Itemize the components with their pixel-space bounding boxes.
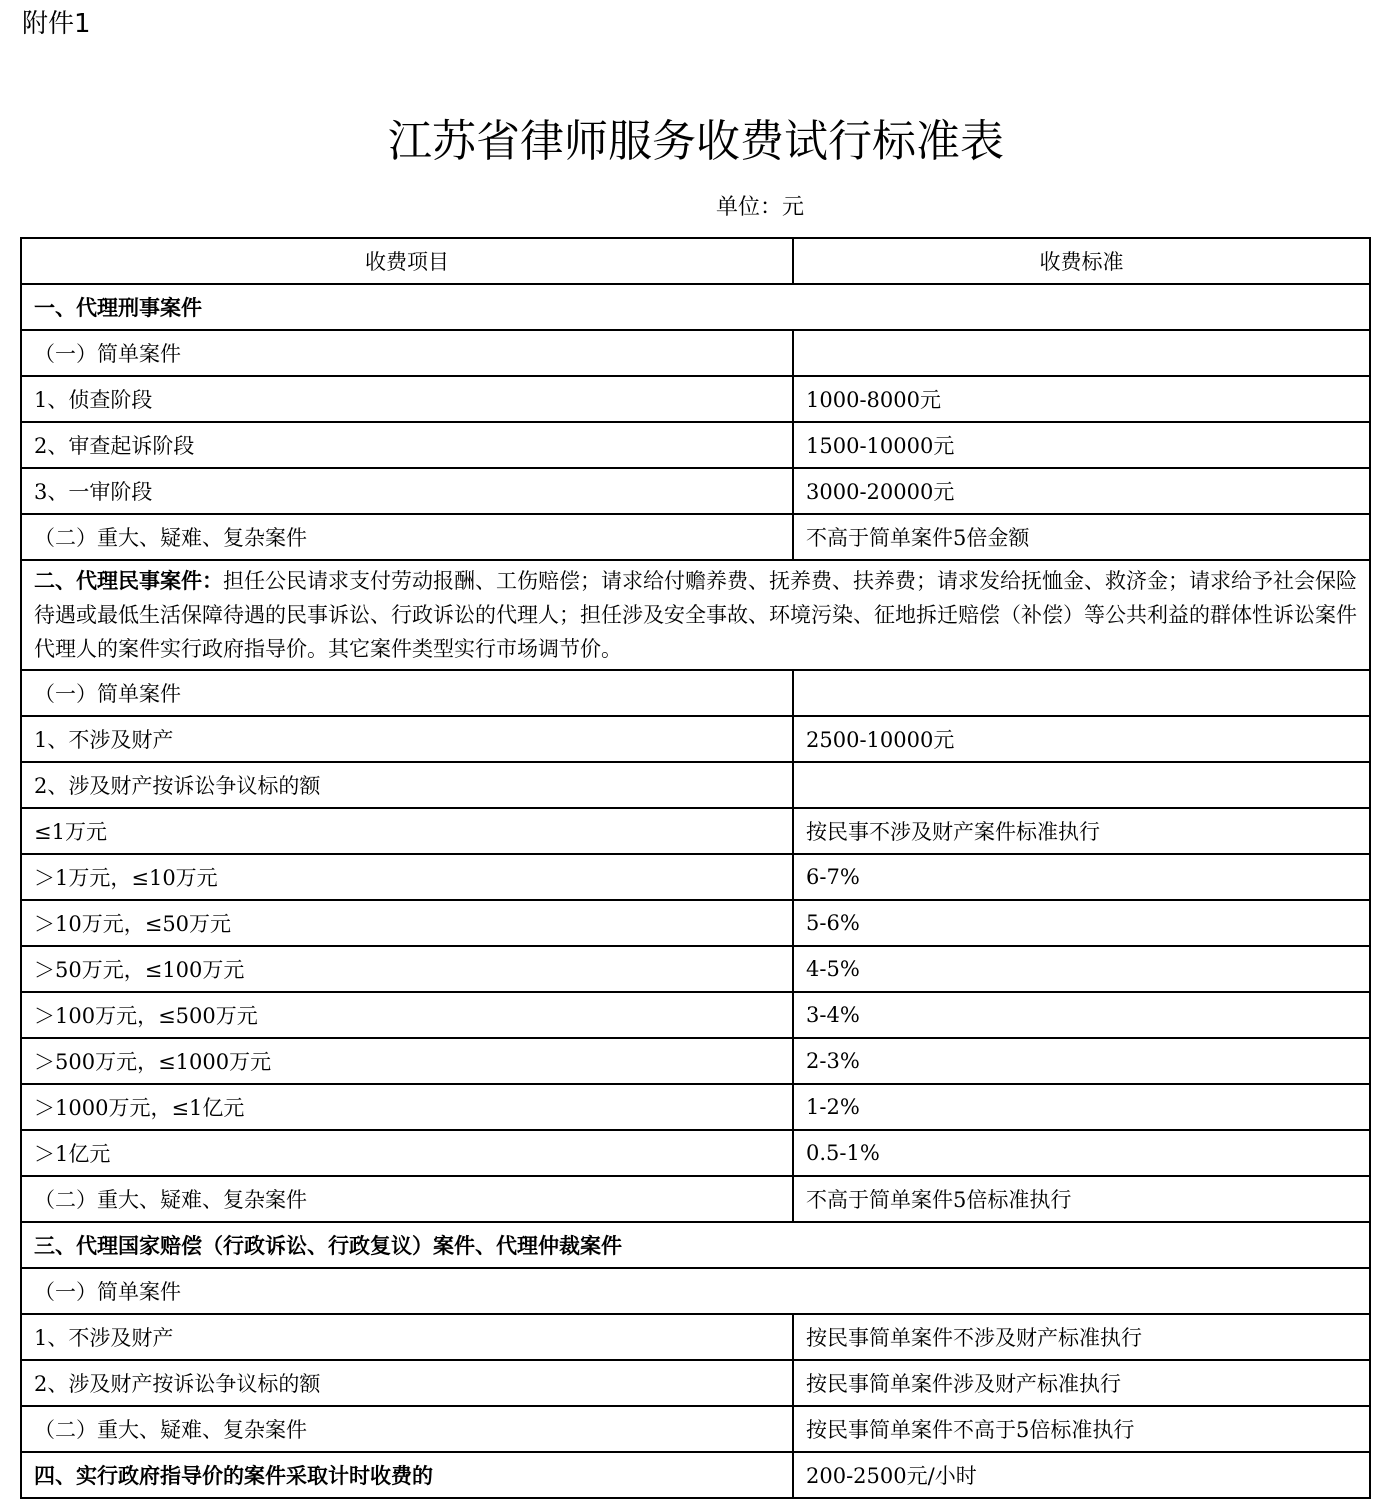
standard-cell: 1000-8000元 (793, 376, 1370, 422)
item-cell: 1、侦查阶段 (21, 376, 793, 422)
standard-cell: 2-3% (793, 1038, 1370, 1084)
standard-cell: 3-4% (793, 992, 1370, 1038)
table-row (21, 1176, 1370, 1222)
item-cell: ＞500万元，≤1000万元 (21, 1038, 793, 1084)
table-row (21, 422, 1370, 468)
section2-title: 二、代理民事案件： (34, 568, 223, 593)
header-standard: 收费标准 (793, 238, 1370, 284)
table-row (21, 670, 1370, 716)
section4-title: 四、实行政府指导价的案件采取计时收费的 (21, 1452, 793, 1498)
table-row (21, 1406, 1370, 1452)
table-row (21, 1038, 1370, 1084)
standard-cell: 2500-10000元 (793, 716, 1370, 762)
item-cell: （一）简单案件 (21, 1268, 1370, 1314)
table-row (21, 1360, 1370, 1406)
standard-cell: 0.5-1% (793, 1130, 1370, 1176)
table-row (21, 900, 1370, 946)
standard-cell: 3000-20000元 (793, 468, 1370, 514)
section-row (21, 1452, 1370, 1498)
section2-description (21, 560, 1370, 670)
table-row (21, 1314, 1370, 1360)
standard-cell: 200-2500元/小时 (793, 1452, 1370, 1498)
attachment-label: 附件1 (22, 9, 91, 39)
table-row (21, 468, 1370, 514)
section-row (21, 560, 1370, 670)
item-cell: ≤1万元 (21, 808, 793, 854)
standard-cell: 4-5% (793, 946, 1370, 992)
item-cell: 1、不涉及财产 (21, 716, 793, 762)
item-cell: （一）简单案件 (21, 670, 793, 716)
item-cell: ＞50万元，≤100万元 (21, 946, 793, 992)
table-row (21, 1268, 1370, 1314)
section1-title: 一、代理刑事案件 (21, 284, 1370, 330)
standard-cell: 按民事简单案件不高于5倍标准执行 (793, 1406, 1370, 1452)
standard-cell (793, 762, 1370, 808)
table-row (21, 376, 1370, 422)
standard-cell: 5-6% (793, 900, 1370, 946)
table-row (21, 1084, 1370, 1130)
table-row (21, 330, 1370, 376)
section2-desc-text: 担任公民请求支付劳动报酬、工伤赔偿；请求给付赡养费、抚养费、扶养费；请求发给抚恤金、救济金；请求给予社会保险待遇或最低生活保障待遇的民事诉讼、行政诉讼的代理人；担任涉及安全事故、环境污染、征地拆迁赔偿（补偿）等公共利益的群体性诉讼案件代理人的案件实行政府指导价。其它案件类型实行市场调节价。 (34, 569, 1357, 661)
fee-table (20, 237, 1371, 1499)
item-cell: 1、不涉及财产 (21, 1314, 793, 1360)
table-row (21, 762, 1370, 808)
item-cell: 2、涉及财产按诉讼争议标的额 (21, 1360, 793, 1406)
table-row (21, 946, 1370, 992)
item-cell: ＞100万元，≤500万元 (21, 992, 793, 1038)
standard-cell: 按民事不涉及财产案件标准执行 (793, 808, 1370, 854)
item-cell: （二）重大、疑难、复杂案件 (21, 514, 793, 560)
item-cell: （一）简单案件 (21, 330, 793, 376)
page-title: 江苏省律师服务收费试行标准表 (388, 116, 1004, 167)
item-cell: （二）重大、疑难、复杂案件 (21, 1406, 793, 1452)
standard-cell: 1-2% (793, 1084, 1370, 1130)
header-item: 收费项目 (21, 238, 793, 284)
table-row (21, 854, 1370, 900)
standard-cell (793, 670, 1370, 716)
standard-cell (793, 330, 1370, 376)
item-cell: ＞10万元，≤50万元 (21, 900, 793, 946)
standard-cell: 1500-10000元 (793, 422, 1370, 468)
item-cell: （二）重大、疑难、复杂案件 (21, 1176, 793, 1222)
standard-cell: 按民事简单案件涉及财产标准执行 (793, 1360, 1370, 1406)
section-row (21, 284, 1370, 330)
item-cell: 2、审查起诉阶段 (21, 422, 793, 468)
section-row (21, 1222, 1370, 1268)
table-row (21, 514, 1370, 560)
standard-cell: 6-7% (793, 854, 1370, 900)
standard-cell: 不高于简单案件5倍标准执行 (793, 1176, 1370, 1222)
table-row (21, 808, 1370, 854)
table-row (21, 716, 1370, 762)
item-cell: ＞1000万元，≤1亿元 (21, 1084, 793, 1130)
standard-cell: 不高于简单案件5倍金额 (793, 514, 1370, 560)
table-row (21, 1130, 1370, 1176)
item-cell: 3、一审阶段 (21, 468, 793, 514)
standard-cell: 按民事简单案件不涉及财产标准执行 (793, 1314, 1370, 1360)
unit-note: 单位：元 (716, 195, 805, 220)
section3-title: 三、代理国家赔偿（行政诉讼、行政复议）案件、代理仲裁案件 (21, 1222, 1370, 1268)
item-cell: 2、涉及财产按诉讼争议标的额 (21, 762, 793, 808)
table-header-row (21, 238, 1370, 284)
item-cell: ＞1亿元 (21, 1130, 793, 1176)
table-row (21, 992, 1370, 1038)
item-cell: ＞1万元，≤10万元 (21, 854, 793, 900)
